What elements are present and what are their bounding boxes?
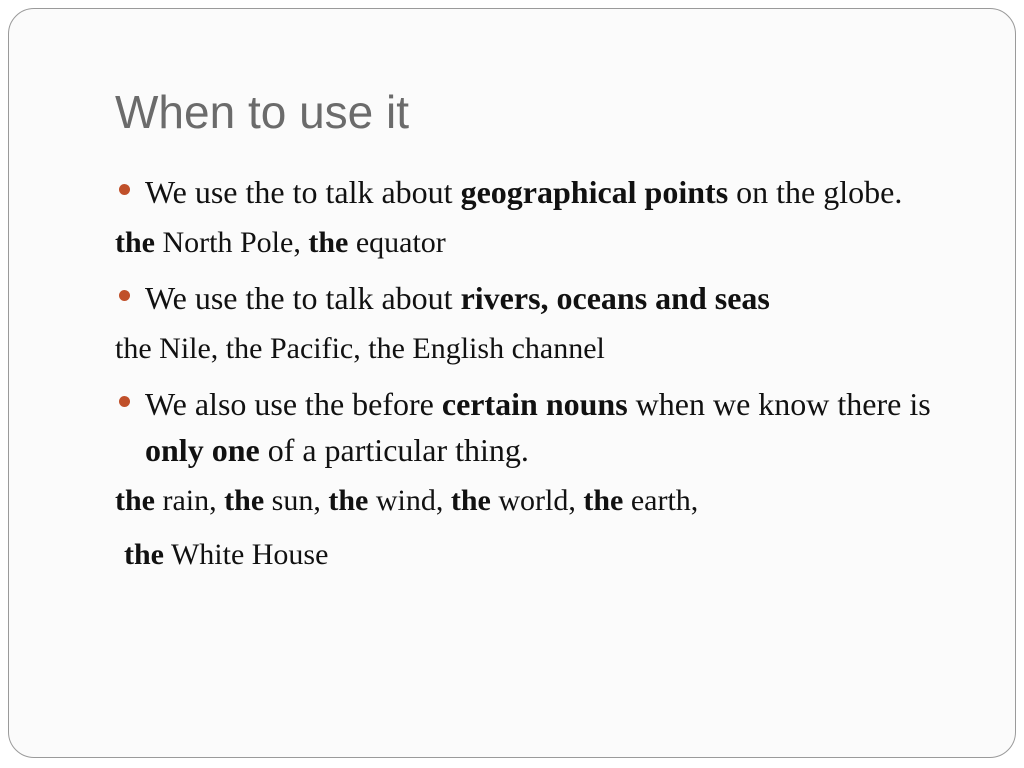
article-the: the (224, 484, 265, 517)
example-white-house (115, 533, 955, 577)
article-the: the (115, 484, 155, 517)
bullet-rivers-oceans-seas (115, 275, 955, 321)
article-the: the (328, 484, 369, 517)
article-the: the (308, 226, 349, 259)
article-the: the (115, 226, 155, 259)
bullet-bold-text: only one (145, 432, 260, 468)
example-geographical (115, 221, 955, 265)
bullet-text: of a particular thing. (259, 432, 529, 468)
example-text: wind, (368, 484, 451, 517)
bullet-bold-text: rivers, oceans and seas (460, 280, 770, 316)
example-water-bodies: the Nile, the Pacific, the English channel (115, 332, 605, 365)
article-the: the (583, 484, 624, 517)
bullet-text: on the globe. (728, 174, 903, 210)
example-text: equator (348, 226, 446, 259)
article-the: the (450, 484, 491, 517)
example-text: world, (490, 484, 584, 517)
bullet-dot-icon (119, 396, 130, 407)
bullet-dot-icon (119, 290, 130, 301)
slide-frame (8, 8, 1016, 758)
bullet-bold-text: certain nouns (441, 386, 628, 422)
example-text: White House (164, 538, 329, 571)
bullet-certain-nouns (115, 381, 955, 473)
article-the: the (124, 538, 164, 571)
bullet-text: We use the to talk about (145, 174, 461, 210)
bullet-text: when we know there is (627, 386, 931, 422)
slide-title: When to use it (115, 86, 410, 138)
slide-body (115, 169, 955, 587)
example-text: earth, (623, 484, 699, 517)
bullet-text: We also use the before (145, 386, 442, 422)
example-text: rain, (155, 484, 225, 517)
bullet-bold-text: geographical points (460, 174, 729, 210)
example-text: North Pole, (155, 226, 309, 259)
bullet-text: We use the to talk about (145, 280, 461, 316)
example-text: sun, (264, 484, 329, 517)
bullet-geographical-points (115, 169, 955, 215)
bullet-dot-icon (119, 184, 130, 195)
example-unique-nouns (115, 479, 955, 523)
